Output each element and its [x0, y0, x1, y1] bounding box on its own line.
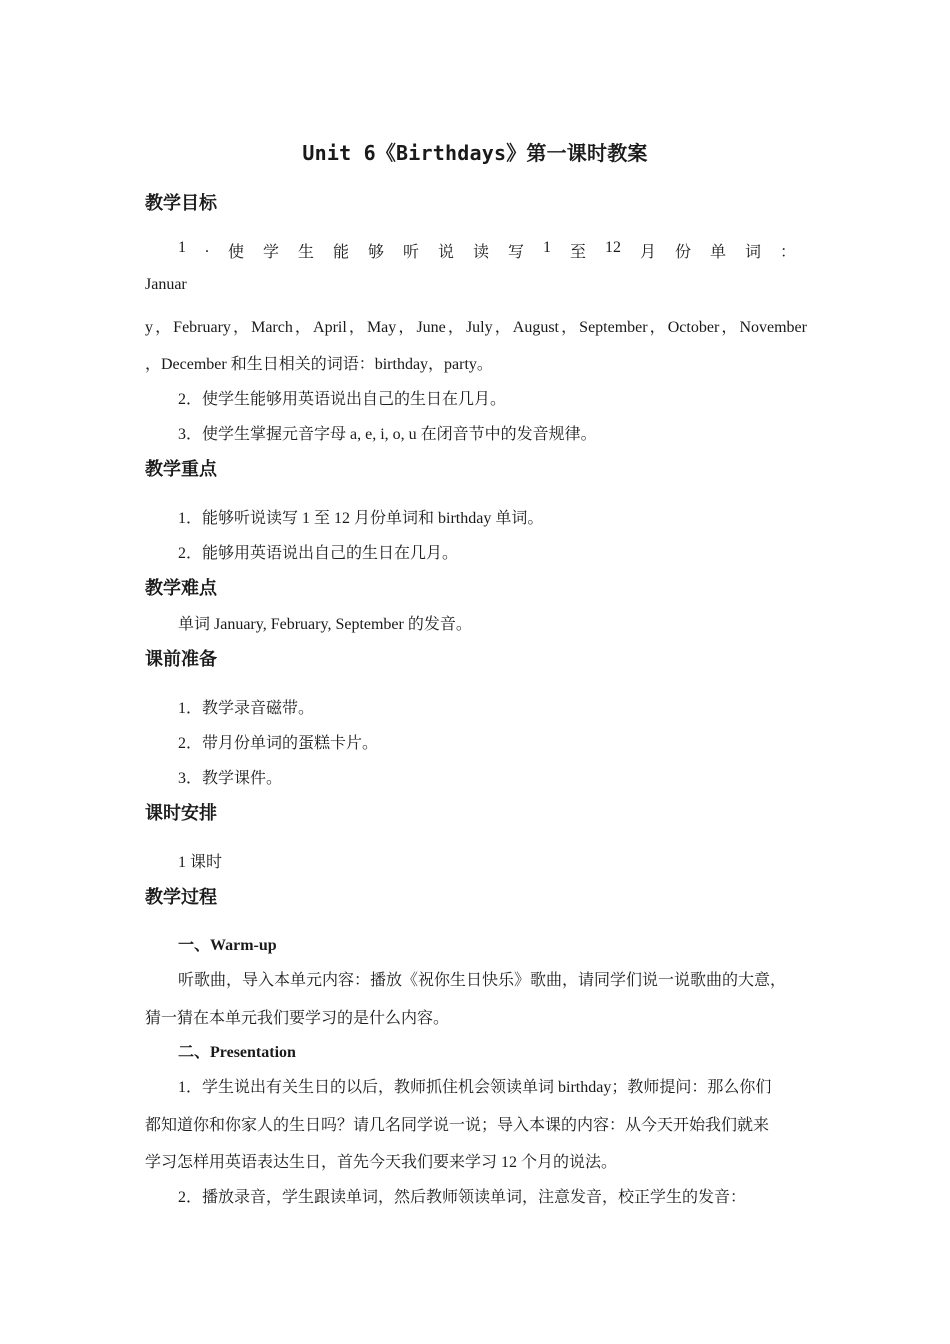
spread-char: 说: [437, 244, 454, 261]
presentation-title: 二、Presentation: [178, 1044, 296, 1061]
heading-objectives: 教学目标: [145, 193, 217, 214]
spread-char: 单: [709, 244, 726, 261]
presentation-1-line-2: 都知道你和你家人的生日吗？请几名同学说一说；导入本课的内容：从今天开始我们就来: [145, 1117, 770, 1134]
preparation-1: 1．教学录音磁带。: [178, 700, 315, 717]
difficulty-text: 单词 January, February, September 的发音。: [178, 616, 472, 633]
objective-1-line-2: Januar: [145, 276, 187, 293]
key-point-2: 2．能够用英语说出自己的生日在几月。: [178, 545, 459, 562]
warmup-title: 一、Warm-up: [178, 937, 277, 954]
presentation-2-line-1: 2．播放录音，学生跟读单词，然后教师领读单词，注意发音，校正学生的发音：: [178, 1189, 747, 1206]
objective-1-line-3: y，February，March，April，May，June，July，August，September，October，November: [145, 319, 807, 336]
spread-char: 生: [297, 244, 314, 261]
page-title: Unit 6《Birthdays》第一课时教案: [302, 141, 648, 165]
heading-process: 教学过程: [145, 887, 217, 908]
spread-char: .: [204, 239, 209, 256]
key-point-1: 1．能够听说读写 1 至 12 月份单词和 birthday 单词。: [178, 510, 544, 527]
spread-char: 学: [262, 244, 279, 261]
spread-char: ：: [779, 244, 796, 261]
objective-1-line-4: ，December 和生日相关的词语：birthday，party。: [145, 356, 493, 373]
spread-char: 月: [639, 244, 656, 261]
spread-char: 12: [604, 239, 621, 256]
preparation-2: 2．带月份单词的蛋糕卡片。: [178, 735, 379, 752]
spread-char: 够: [367, 244, 384, 261]
presentation-1-line-3: 学习怎样用英语表达生日，首先今天我们要来学习 12 个月的说法。: [145, 1154, 618, 1171]
warmup-line-1: 听歌曲，导入本单元内容：播放《祝你生日快乐》歌曲，请同学们说一说歌曲的大意，: [178, 972, 787, 989]
objective-1-line-1: [178, 239, 796, 262]
schedule-text: 1 课时: [178, 854, 223, 871]
heading-preparation: 课前准备: [145, 649, 217, 670]
objective-2: 2．使学生能够用英语说出自己的生日在几月。: [178, 391, 507, 408]
spread-char: 读: [472, 244, 489, 261]
heading-key-points: 教学重点: [145, 459, 217, 480]
objective-3: 3．使学生掌握元音字母 a, e, i, o, u 在闭音节中的发音规律。: [178, 426, 597, 443]
spread-char: 份: [674, 244, 691, 261]
spread-char: 1: [542, 239, 551, 256]
warmup-line-2: 猜一猜在本单元我们要学习的是什么内容。: [145, 1010, 450, 1027]
spread-char: 词: [744, 244, 761, 261]
preparation-3: 3．教学课件。: [178, 770, 283, 787]
spread-char: 听: [402, 244, 419, 261]
spread-char: 1: [178, 239, 186, 256]
spread-char: 至: [569, 244, 586, 261]
spread-char: 使: [227, 244, 244, 261]
presentation-1-line-1: 1．学生说出有关生日的以后，教师抓住机会领读单词 birthday；教师提问：那么你们: [178, 1079, 772, 1096]
spread-char: 写: [507, 244, 524, 261]
heading-difficulties: 教学难点: [145, 578, 217, 599]
heading-schedule: 课时安排: [145, 803, 217, 824]
spread-char: 能: [332, 244, 349, 261]
